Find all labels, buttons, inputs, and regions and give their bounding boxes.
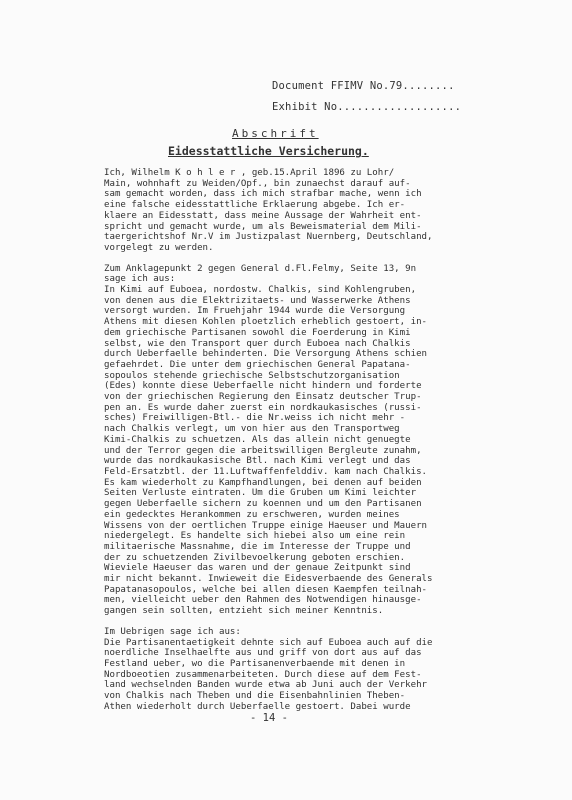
text-line: eine falsche eidesstattliche Erklaerung abgebe. Ich er-	[104, 200, 406, 211]
paragraph-gap	[104, 254, 539, 264]
text-line: spricht und gemacht wurde, um als Beweismaterial dem Mili-	[104, 221, 422, 232]
paragraph-gap	[104, 617, 539, 627]
text-line: gangen sein sollten, entzieht sich meiner Kenntnis.	[104, 606, 384, 617]
document-number: Document FFIMV No.79........	[272, 80, 455, 92]
text-line: militaerische Massnahme, die im Interesse der Truppe und	[104, 541, 411, 552]
text-line: Athens mit diesen Kohlen ploetzlich erheblich gestoert, in-	[104, 317, 428, 328]
document-heading: Abschrift	[232, 127, 319, 140]
text-line: Wissens von der oertlichen Truppe einige Haeuser und Mauern	[104, 520, 428, 531]
text-line: Feld-Ersatzbtl. der 11.Luftwaffenfelddiv. kam nach Chalkis.	[104, 466, 428, 477]
text-line: In Kimi auf Euboea, nordostw. Chalkis, sind Kohlengruben,	[104, 285, 417, 296]
text-line: Papatanasopoulos, welche bei allen diesen Kaempfen teilnah-	[104, 584, 428, 595]
text-line: dem griechische Partisanen sowohl die Foerderung in Kimi	[104, 327, 411, 338]
paragraph	[104, 168, 539, 254]
document-title: Eidesstattliche Versicherung.	[168, 144, 369, 158]
text-line: gegen Ueberfaelle sichern zu koennen und um den Partisanen	[104, 499, 422, 510]
text-line: durch Ueberfaelle behinderten. Die Versorgung Athens schien	[104, 349, 428, 360]
text-line: land wechselnden Banden wurde etwa ab Juni auch der Verkehr	[104, 680, 428, 691]
text-line: Es kam wiederholt zu Kampfhandlungen, bei denen auf beiden	[104, 477, 422, 488]
text-line: niedergelegt. Es handelte sich hiebei also um eine rein	[104, 531, 406, 542]
text-line: ein gedecktes Herankommen zu erschweren, wurden meines	[104, 509, 400, 520]
text-line: versorgt wurden. Im Fruehjahr 1944 wurde die Versorgung	[104, 306, 406, 317]
text-line: men, vielleicht ueber den Rahmen des Notwendigen hinausge-	[104, 595, 422, 606]
text-line: Main, wohnhaft zu Weiden/Opf., bin zunaechst darauf auf-	[104, 178, 411, 189]
text-line: Die Partisanentaetigkeit dehnte sich auf Euboea auch auf die	[104, 637, 433, 648]
text-line: sam gemacht worden, dass ich mich strafbar mache, wenn ich	[104, 189, 422, 200]
text-line: sches) Freiwilligen-Btl.- die Nr.weiss ich nicht mehr -	[104, 413, 406, 424]
text-line: Ich, Wilhelm K o h l e r , geb.15.April 1896 zu Lohr/	[104, 168, 395, 178]
text-line: Nordboeotien zusammenarbeiteten. Durch diese auf dem Fest-	[104, 669, 422, 680]
text-line: von Chalkis nach Theben und die Eisenbahnlinien Theben-	[104, 691, 406, 702]
text-line: Kimi-Chalkis zu schuetzen. Als das allein nicht genuegte	[104, 434, 411, 445]
text-line: Athen wiederholt durch Ueberfaelle gestoert. Dabei wurde	[104, 701, 411, 712]
text-line: klaere an Eidesstatt, dass meine Aussage der Wahrheit ent-	[104, 210, 422, 221]
text-line: nach Chalkis verlegt, um von hier aus den Transportweg	[104, 424, 400, 435]
text-line: vorgelegt zu werden.	[104, 242, 214, 253]
text-line: Wieviele Haeuser das waren und der genaue Zeitpunkt sind	[104, 563, 411, 574]
text-line: gefaehrdet. Die unter dem griechischen General Papatana-	[104, 359, 411, 370]
text-line: pen an. Es wurde daher zuerst ein nordkaukasisches (russi-	[104, 402, 422, 413]
paragraph	[104, 264, 539, 617]
text-line: der zu schuetzenden Zivilbevoelkerung geboten erschien.	[104, 552, 406, 563]
text-line: selbst, wie den Transport quer durch Euboea nach Chalkis	[104, 338, 411, 349]
text-line: von denen aus die Elektrizitaets- und Wasserwerke Athens	[104, 295, 411, 306]
text-line: taergerichtshof Nr.V im Justizpalast Nuernberg, Deutschland,	[104, 232, 433, 243]
text-line: und der Terror gegen die arbeitswilligen Bergleute zunahm,	[104, 445, 422, 456]
text-line: Festland ueber, wo die Partisanenverbaende mit denen in	[104, 658, 406, 669]
document-body	[104, 168, 539, 712]
page-number: - 14 -	[250, 712, 288, 724]
text-line: Zum Anklagepunkt 2 gegen General d.Fl.Felmy, Seite 13, 9n	[104, 263, 417, 274]
text-line: mir nicht bekannt. Inwieweit die Eidesverbaende des Generals	[104, 574, 433, 585]
text-line: Im Uebrigen sage ich aus:	[104, 626, 241, 637]
exhibit-number: Exhibit No...................	[272, 101, 462, 113]
text-line: noerdliche Inselhaelfte aus und griff von dort aus auf das	[104, 648, 422, 659]
text-line: wurde das nordkaukasische Btl. nach Kimi verlegt und das	[104, 456, 411, 467]
text-line: sopoulos stehende griechische Selbstschutzorganisation	[104, 370, 400, 381]
text-line: von der griechischen Regierung den Einsatz deutscher Trup-	[104, 392, 422, 403]
text-line: Seiten Verluste eintraten. Um die Gruben um Kimi leichter	[104, 488, 417, 499]
text-line: sage ich aus:	[104, 274, 176, 285]
paragraph	[104, 627, 539, 713]
text-line: (Edes) konnte diese Ueberfaelle nicht hindern und forderte	[104, 381, 422, 392]
